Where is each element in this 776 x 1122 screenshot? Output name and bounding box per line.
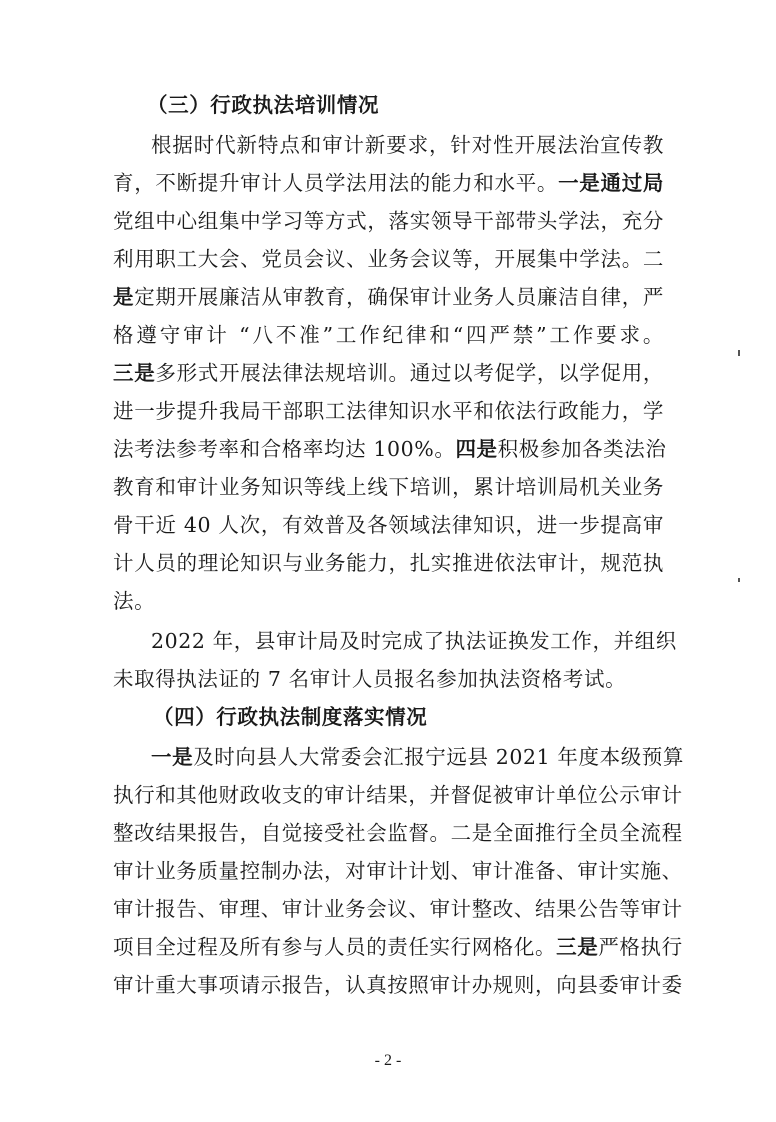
- paragraph-line: 三是多形式开展法律法规培训。通过以考促学，以学促用，: [113, 361, 665, 385]
- paragraph-line: 法考法参考率和合格率均达 100%。四是积极参加各类法治: [113, 437, 667, 461]
- paragraph-line: 计人员的理论知识与业务能力，扎实推进依法审计，规范执: [113, 551, 664, 575]
- paragraph-line: 审计重大事项请示报告，认真按照审计办规则，向县委审计委: [113, 973, 683, 997]
- scan-speck: [738, 578, 740, 582]
- paragraph-line: 教育和审计业务知识等线上线下培训，累计培训局机关业务: [113, 475, 664, 499]
- paragraph-line: 进一步提升我局干部职工法律知识水平和依法行政能力，学: [113, 399, 664, 423]
- paragraph-line: 审计业务质量控制办法，对审计计划、审计准备、审计实施、: [113, 859, 683, 883]
- paragraph-line: 执行和其他财政收支的审计结果，并督促被审计单位公示审计: [113, 783, 683, 807]
- section-heading-3: （三）行政执法培训情况: [147, 93, 380, 117]
- paragraph-line: 法。: [113, 589, 156, 613]
- paragraph-line: 育，不断提升审计人员学法用法的能力和水平。一是通过局: [113, 171, 664, 195]
- paragraph-line: 项目全过程及所有参与人员的责任实行网格化。三是严格执行: [113, 935, 683, 959]
- paragraph-line: 审计报告、审理、审计业务会议、审计整改、结果公告等审计: [113, 897, 683, 921]
- paragraph-line: 整改结果报告，自觉接受社会监督。二是全面推行全员全流程: [113, 821, 683, 845]
- paragraph-line: 2022 年，县审计局及时完成了执法证换发工作，并组织: [151, 629, 677, 653]
- paragraph-line: 未取得执法证的 7 名审计人员报名参加执法资格考试。: [113, 667, 627, 691]
- paragraph-line: 是定期开展廉洁从审教育，确保审计业务人员廉洁自律，严: [113, 285, 664, 309]
- paragraph-line: 党组中心组集中学习等方式，落实领导干部带头学法，充分: [113, 209, 664, 233]
- page-number: - 2 -: [374, 1052, 402, 1069]
- paragraph-line: 骨干近 40 人次，有效普及各领域法律知识，进一步提高审: [113, 513, 664, 537]
- paragraph-line: 利用职工大会、党员会议、业务会议等，开展集中学法。二: [113, 247, 664, 271]
- paragraph-line: 根据时代新特点和审计新要求，针对性开展法治宣传教: [151, 133, 664, 157]
- section-heading-4: （四）行政执法制度落实情况: [153, 705, 428, 729]
- paragraph-line: 格遵守审计 “八不准”工作纪律和“四严禁”工作要求。: [113, 323, 664, 347]
- scan-speck: [738, 350, 740, 356]
- paragraph-line: 一是及时向县人大常委会汇报宁远县 2021 年度本级预算: [151, 745, 685, 769]
